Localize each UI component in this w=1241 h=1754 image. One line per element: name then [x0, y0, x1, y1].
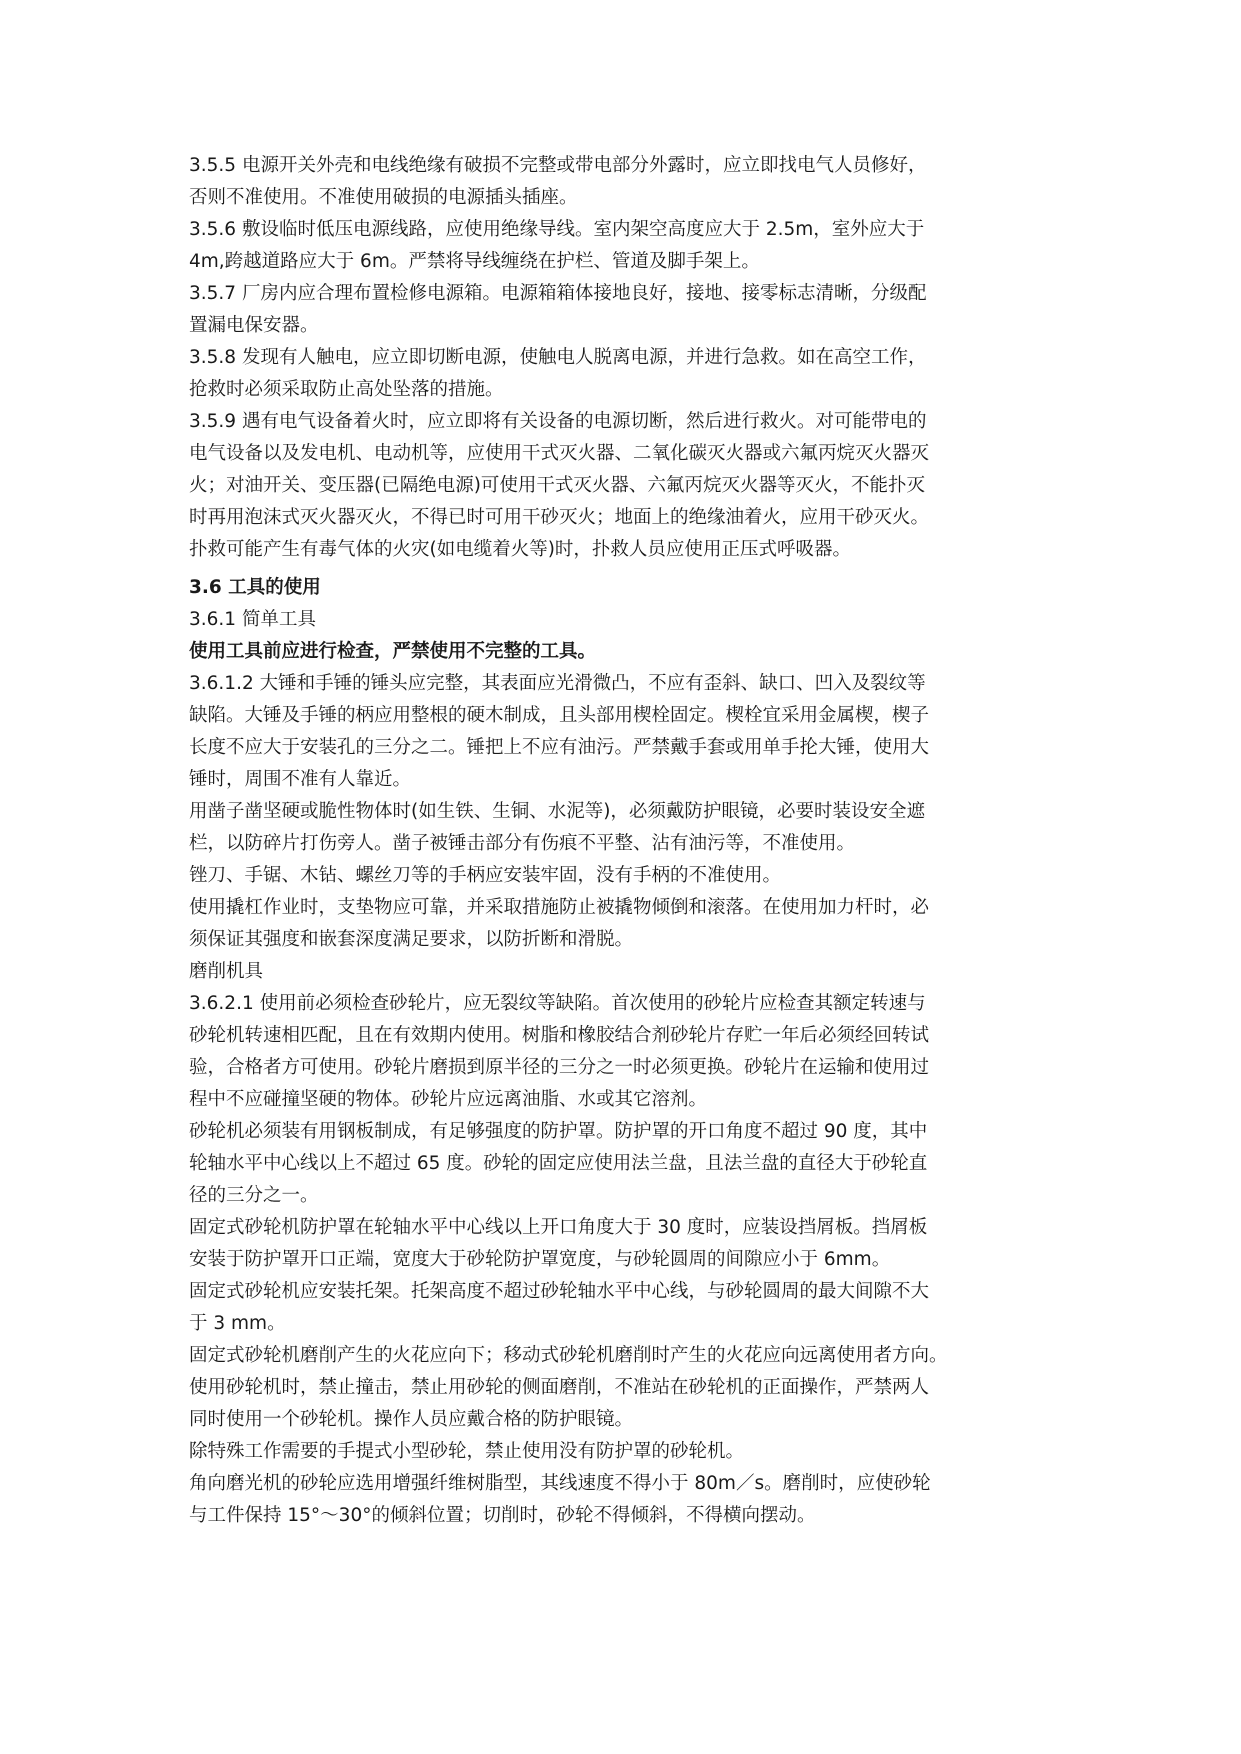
text-line: 轮轴水平中心线以上不超过 65 度。砂轮的固定应使用法兰盘，且法兰盘的直径大于砂轮直 — [189, 1153, 928, 1174]
subsection-heading: 磨削机具 — [189, 961, 264, 982]
text-line: 程中不应碰撞坚硬的物体。砂轮片应远离油脂、水或其它溶剂。 — [189, 1089, 708, 1110]
text-line: 于 3 mm。 — [189, 1313, 286, 1334]
subsection-heading: 3.6.1 简单工具 — [189, 609, 316, 630]
text-line: 须保证其强度和嵌套深度满足要求，以防折断和滑脱。 — [189, 929, 634, 950]
text-line: 安装于防护罩开口正端，宽度大于砂轮防护罩宽度，与砂轮圆周的间隙应小于 6mm。 — [189, 1249, 891, 1270]
text-line: 3.5.6 敷设临时低压电源线路，应使用绝缘导线。室内架空高度应大于 2.5m，室外应大于 — [189, 219, 925, 240]
text-line: 与工件保持 15°～30°的倾斜位置；切削时，砂轮不得倾斜，不得横向摆动。 — [189, 1505, 816, 1526]
text-line: 同时使用一个砂轮机。操作人员应戴合格的防护眼镜。 — [189, 1409, 634, 1430]
text-line: 3.6.1.2 大锤和手锤的锤头应完整，其表面应光滑微凸，不应有歪斜、缺口、凹入及裂纹等 — [189, 673, 926, 694]
text-line: 3.5.8 发现有人触电，应立即切断电源，使触电人脱离电源，并进行急救。如在高空工作， — [189, 347, 927, 368]
text-line: 砂轮机转速相匹配，且在有效期内使用。树脂和橡胶结合剂砂轮片存贮一年后必须经回转试 — [189, 1025, 930, 1046]
text-line: 否则不准使用。不准使用破损的电源插头插座。 — [189, 187, 578, 208]
text-line: 砂轮机必须装有用钢板制成，有足够强度的防护罩。防护罩的开口角度不超过 90 度，其中 — [189, 1121, 928, 1142]
text-line: 固定式砂轮机防护罩在轮轴水平中心线以上开口角度大于 30 度时，应装设挡屑板。挡屑板 — [189, 1217, 928, 1238]
text-line: 置漏电保安器。 — [189, 315, 319, 336]
text-line: 栏，以防碎片打伤旁人。凿子被锤击部分有伤痕不平整、沾有油污等，不准使用。 — [189, 833, 856, 854]
text-line: 3.5.7 厂房内应合理布置检修电源箱。电源箱箱体接地良好，接地、接零标志清晰，分级配 — [189, 283, 927, 304]
text-line: 验，合格者方可使用。砂轮片磨损到原半径的三分之一时必须更换。砂轮片在运输和使用过 — [189, 1057, 930, 1078]
text-line: 用凿子凿坚硬或脆性物体时(如生铁、生铜、水泥等)，必须戴防护眼镜，必要时装设安全遮 — [189, 801, 925, 822]
text-line: 固定式砂轮机磨削产生的火花应向下；移动式砂轮机磨削时产生的火花应向远离使用者方向。 — [189, 1345, 948, 1366]
text-line: 使用撬杠作业时，支垫物应可靠，并采取措施防止被撬物倾倒和滚落。在使用加力杆时，必 — [189, 897, 930, 918]
text-line: 3.5.9 遇有电气设备着火时，应立即将有关设备的电源切断，然后进行救火。对可能带电的 — [189, 411, 927, 432]
text-line: 长度不应大于安装孔的三分之二。锤把上不应有油污。严禁戴手套或用单手抡大锤，使用大 — [189, 737, 930, 758]
text-line: 抢救时必须采取防止高处坠落的措施。 — [189, 379, 504, 400]
text-line: 锉刀、手锯、木钻、螺丝刀等的手柄应安装牢固，没有手柄的不准使用。 — [189, 865, 782, 886]
emphasis-line: 使用工具前应进行检查，严禁使用不完整的工具。 — [189, 641, 597, 662]
text-line: 火；对油开关、变压器(已隔绝电源)可使用干式灭火器、六氟丙烷灭火器等灭火，不能扑灭 — [189, 475, 925, 496]
text-line: 扑救可能产生有毒气体的火灾(如电缆着火等)时，扑救人员应使用正压式呼吸器。 — [189, 539, 851, 560]
document-page — [189, 150, 1049, 1532]
text-line: 3.6.2.1 使用前必须检查砂轮片，应无裂纹等缺陷。首次使用的砂轮片应检查其额定转速与 — [189, 993, 926, 1014]
section-heading: 3.6 工具的使用 — [189, 577, 321, 598]
text-line: 使用砂轮机时，禁止撞击，禁止用砂轮的侧面磨削，不准站在砂轮机的正面操作，严禁两人 — [189, 1377, 930, 1398]
text-line: 角向磨光机的砂轮应选用增强纤维树脂型，其线速度不得小于 80m／s。磨削时，应使砂轮 — [189, 1473, 931, 1494]
text-line: 电气设备以及发电机、电动机等，应使用干式灭火器、二氧化碳灭火器或六氟丙烷灭火器灭 — [189, 443, 930, 464]
text-line: 时再用泡沫式灭火器灭火，不得已时可用干砂灭火；地面上的绝缘油着火，应用干砂灭火。 — [189, 507, 930, 528]
text-line: 除特殊工作需要的手提式小型砂轮，禁止使用没有防护罩的砂轮机。 — [189, 1441, 745, 1462]
text-line: 3.5.5 电源开关外壳和电线绝缘有破损不完整或带电部分外露时，应立即找电气人员修好， — [189, 155, 927, 176]
text-line: 4m,跨越道路应大于 6m。严禁将导线缠绕在护栏、管道及脚手架上。 — [189, 251, 760, 272]
text-line: 锤时，周围不准有人靠近。 — [189, 769, 412, 790]
text-line: 缺陷。大锤及手锤的柄应用整根的硬木制成，且头部用楔栓固定。楔栓宜采用金属楔，楔子 — [189, 705, 930, 726]
text-line: 固定式砂轮机应安装托架。托架高度不超过砂轮轴水平中心线，与砂轮圆周的最大间隙不大 — [189, 1281, 930, 1302]
text-line: 径的三分之一。 — [189, 1185, 319, 1206]
